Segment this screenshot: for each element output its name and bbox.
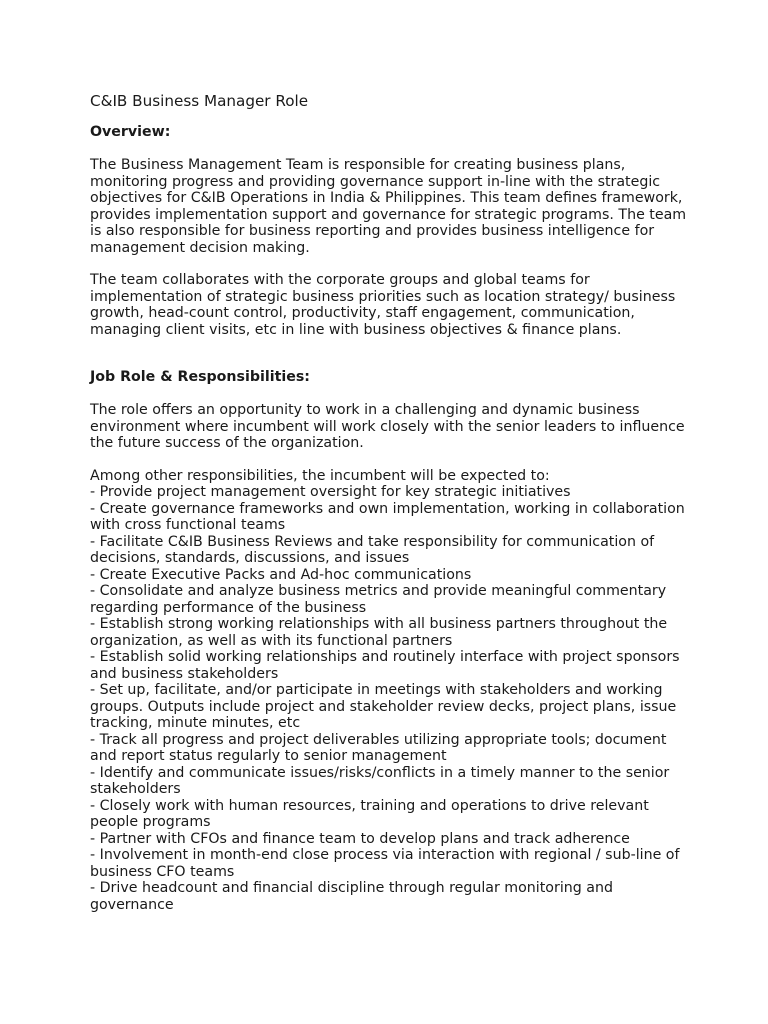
document-page [90, 92, 690, 913]
role-heading: Job Role & Responsibilities: [90, 369, 310, 385]
overview-paragraph-2: The team collaborates with the corporate groups and global teams for implementation of strategic business priorities such as location strategy/ business growth, head-count control, productivity, staff engagement, communication, managing client visits, etc in line with business objectives & finance plans. [90, 272, 676, 338]
list-item: - Track all progress and project deliverables utilizing appropriate tools; document and report status regularly to senior management [90, 731, 667, 764]
list-item: - Establish strong working relationships with all business partners throughout the organization, as well as with its functional partners [90, 616, 668, 649]
responsibilities-list [90, 484, 690, 913]
list-item: - Set up, facilitate, and/or participate in meetings with stakeholders and working groups. Outputs include project and stakeholder review decks, project plans, issue tracking, minute minutes, etc [90, 682, 677, 731]
overview-paragraph-1: The Business Management Team is responsible for creating business plans, monitoring progress and providing governance support in-line with the strategic objectives for C&IB Operations in India & Philippines. This team defines framework, provides implementation support and governance for strategic programs. The team is also responsible for business reporting and provides business intelligence for management decision making. [90, 157, 687, 256]
responsibilities-intro: Among other responsibilities, the incumbent will be expected to: [90, 467, 550, 484]
list-item: - Consolidate and analyze business metrics and provide meaningful commentary regarding performance of the business [90, 583, 667, 616]
overview-heading: Overview: [90, 124, 171, 140]
list-item: - Identify and communicate issues/risks/conflicts in a timely manner to the senior stakeholders [90, 764, 670, 797]
list-item: - Establish solid working relationships and routinely interface with project sponsors and business stakeholders [90, 649, 680, 682]
list-item: - Facilitate C&IB Business Reviews and take responsibility for communication of decisions, standards, discussions, and issues [90, 533, 655, 566]
list-item: - Create governance frameworks and own implementation, working in collaboration with cross functional teams [90, 500, 685, 533]
list-item: - Provide project management oversight for key strategic initiatives [90, 484, 571, 500]
list-item: - Closely work with human resources, training and operations to drive relevant people programs [90, 797, 649, 830]
list-item: - Partner with CFOs and finance team to develop plans and track adherence [90, 830, 630, 847]
role-paragraph: The role offers an opportunity to work in a challenging and dynamic business environment where incumbent will work closely with the senior leaders to influence the future success of the organization. [90, 402, 685, 451]
list-item: - Drive headcount and financial discipline through regular monitoring and governance [90, 880, 613, 913]
list-item: - Involvement in month-end close process via interaction with regional / sub-line of business CFO teams [90, 847, 680, 880]
document-title: C&IB Business Manager Role [90, 92, 309, 110]
list-item: - Create Executive Packs and Ad-hoc communications [90, 566, 472, 583]
